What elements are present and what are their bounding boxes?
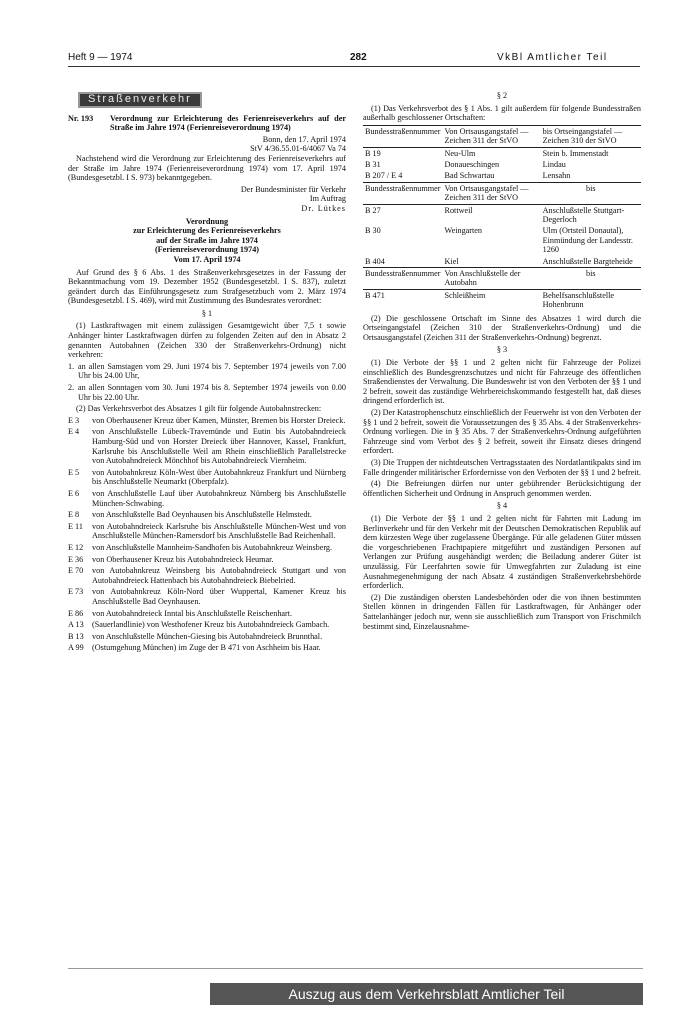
section-1-para-2: (2) Das Verkehrsverbot des Absatzes 1 gilt für folgende Autobahnstrecken: <box>76 404 322 414</box>
ordinance-number: Nr. 193 <box>68 113 94 123</box>
regulation-heading-1: Verordnung <box>185 216 229 226</box>
route-item: E 70 von Autobahnkreuz Weinsberg bis Autobahndreieck Stuttgart und von Autobahndreieck Hattenbach bis Autobahndreieck Biebelried. <box>68 566 346 585</box>
left-column <box>68 92 346 655</box>
route-item: E 4 von Anschlußstelle Lübeck-Travemünde und Eutin bis Autobahndreieck Hamburg-Süd und von Horster Dreieck über Hannover, Kassel, Frankfurt, Karlsruhe bis Anschlußstelle Weil am Rhein einschließlich Parallelstrecke von Autobahndreieck Mönchhof bis Autobahndreieck Viernheim. <box>68 427 346 466</box>
reference-number: StV 4/36.55.01-6/4067 Va 74 <box>250 144 346 154</box>
issue-date: Bonn, den 17. April 1974 <box>262 134 346 144</box>
time-list-item: 2. an allen Sonntagen vom 30. Juni 1974 bis 8. September 1974 jeweils von 0.00 Uhr bis 22.00 Uhr. <box>68 383 346 402</box>
table-row: B 27 Rottweil Anschlußstelle Stuttgart-Degerloch <box>365 205 625 225</box>
table-header-row: Bundesstraßennummer Von Anschlußstelle der Autobahn bis <box>363 268 641 290</box>
table-row: B 471 Schleißheim Behelfsanschlußstelle Hohenbrunn <box>365 290 615 310</box>
table-row: B 31 Donaueschingen Lindau <box>365 160 566 169</box>
route-item: E 86 von Autobahndreieck Inntal bis Anschlußstelle Reischenhart. <box>68 608 293 618</box>
section-4-para-2: (2) Die zuständigen obersten Landesbehörden oder die von ihnen bestimmten Stellen können in dringenden Fällen für Lastkraftwagen, für Anhänger oder Sattelanhänger jedoch nur, wenn sie ausschließlich zum Transport von Frischmilch bestimmt sind, Einzelausnahme- <box>363 592 641 631</box>
route-item: E 73 von Autobahnkreuz Köln-Nord über Wuppertal, Kamener Kreuz bis Anschlußstelle Bad Oeynhausen. <box>68 587 346 606</box>
route-item: E 5 von Autobahnkreuz Köln-West über Autobahnkreuz Frankfurt und Nürnberg bis Anschlußstelle Neumarkt (Oberpfalz). <box>68 467 346 487</box>
signer: Dr. Lütkes <box>301 203 346 213</box>
header-rule <box>68 66 640 67</box>
section-1-para-1: (1) Lastkraftwagen mit einem zulässigen Gesamtgewicht über 7,5 t sowie Anhänger hinter Lastkraftwagen dürfen zu folgenden Zeiten auf den in Absatz 2 genannten Autobahnen (Zeichen 330 der Straßenverkehrs-Ordnung) nicht verkehren: <box>68 321 346 360</box>
regulation-heading-3: auf der Straße im Jahre 1974 <box>156 235 258 245</box>
footer-banner: Auszug aus dem Verkehrsblatt Amtlicher Teil <box>210 983 643 1005</box>
on-behalf: Im Auftrag <box>309 194 346 204</box>
route-item: A 99 (Ostumgehung München) im Zuge der B 471 von Aschheim bis Haar. <box>68 643 321 653</box>
table-row: B 207 / E 4 Bad Schwartau Lensahn <box>365 171 571 181</box>
table-row: B 30 Weingarten Ulm (Ortsteil Donautal), Einmündung der Landesstr. 1260 <box>365 226 633 255</box>
section-4-heading: § 4 <box>496 501 508 511</box>
footer-rule <box>68 968 643 969</box>
section-2-para-2: (2) Die geschlossene Ortschaft im Sinne des Absatzes 1 wird durch die Ortseingangstafel (Zeichen 310 der Straßenverkehrs-Ordnung) und die Ortsausgangstafel (Zeichen 311 der Straßenverkehrs-Ordnung) begrenzt. <box>363 313 641 342</box>
route-item: E 36 von Oberhausener Kreuz bis Autobahndreieck Heumar. <box>68 554 274 564</box>
journal-title: VkBl Amtlicher Teil <box>497 52 608 63</box>
road-table <box>363 125 641 311</box>
section-3-para-4: (4) Die Befreiungen dürfen nur unter gebührender Berücksichtigung der öffentlichen Sicherheit und Ordnung in Anspruch genommen werden. <box>363 479 641 498</box>
route-list <box>68 416 346 653</box>
regulation-heading-2: zur Erleichterung des Ferienreiseverkehrs <box>133 226 281 236</box>
issue-label: Heft 9 — 1974 <box>68 52 133 63</box>
ordinance-heading <box>68 114 346 133</box>
regulation-date: Vom 17. April 1974 <box>173 254 241 264</box>
minister: Der Bundesminister für Verkehr <box>240 184 346 194</box>
table-row: B 404 Kiel Anschlußstelle Bargteheide <box>365 256 633 266</box>
page-number: 282 <box>350 52 367 63</box>
table-row: B 19 Neu-Ulm Stein b. Immenstadt <box>365 148 609 158</box>
right-column <box>363 88 641 633</box>
time-list <box>68 362 346 402</box>
preamble: Auf Grund des § 6 Abs. 1 des Straßenverkehrsgesetzes in der Fassung der Bekanntmachung vom 19. Dezember 1952 (Bundesgesetzbl. I S. 837), zuletzt geändert durch das Einführungsgesetz zum Strafgesetzbuch vom 2. März 1974 (Bundesgesetzbl. I S. 469), wird mit Zustimmung des Bundesrates verordnet: <box>68 267 346 306</box>
section-4-para-1: (1) Die Verbote der §§ 1 und 2 gelten nicht für Fahrten mit Ladung im Berlinverkehr und für den Verkehr mit der Deutschen Demokratischen Republik auf dem kürzesten Wege über zugelassene Übergänge. Für alle geladenen Güter müssen die vorgeschriebenen Frachtpapiere mitgeführt und zuständigen Personen auf Verlangen zur Prüfung ausgehändigt werden; die Beiladung anderer Güter ist unzulässig. Für Leerfahrten sowie für Umwegfahrten zur Zuladung ist eine Ausnahmegenehmigung der nach Absatz 4 zuständigen Straßenverkehrsbehörde erforderlich. <box>363 513 641 591</box>
section-1-heading: § 1 <box>201 308 213 318</box>
route-item: E 12 von Anschlußstelle Mannheim-Sandhofen bis Autobahnkreuz Weinsberg. <box>68 542 333 552</box>
route-item: E 3 von Oberhausener Kreuz über Kamen, Münster, Bremen bis Horster Dreieck. <box>68 415 346 425</box>
section-3-para-1: (1) Die Verbote der §§ 1 und 2 gelten nicht für Fahrzeuge der Polizei einschließlich des Bundesgrenzschutzes und nicht für Fahrzeuge des öffentlichen Straßendienstes der Verwaltung. Die Bundeswehr ist von den Verboten der §§ 1 und 2 befreit, soweit das zuständige Wehrbereichskommando festgestellt hat, daß dieses dringend erforderlich ist. <box>363 358 641 406</box>
ordinance-title: Verordnung zur Erleichterung des Ferienreiseverkehrs auf der Straße im Jahre 1974 (Ferienreiseverordnung 1974) <box>110 113 346 133</box>
section-3-heading: § 3 <box>496 345 508 355</box>
route-item: E 6 von Anschlußstelle Lauf über Autobahnkreuz Nürnberg bis Anschlußstelle München-Schwabing. <box>68 488 346 508</box>
regulation-heading-4: (Ferienreiseverordnung 1974) <box>154 245 260 255</box>
intro-text: Nachstehend wird die Verordnung zur Erleichterung des Ferienreiseverkehrs auf der Straße im Jahre 1974 (Ferienreiseverordnung 1974) vom 17. April 1974 (Bundesgesetzbl. I S. 973) bekanntgegeben. <box>68 153 346 183</box>
table-header-row: Bundesstraßennummer Von Ortsausgangstafel — Zeichen 311 der StVO bis <box>363 182 641 204</box>
table-header-row: Bundesstraßennummer Von Ortsausgangstafel — Zeichen 311 der StVO bis Ortseingangstafel — Zeichen 310 der StVO <box>363 125 641 147</box>
section-2-heading: § 2 <box>496 91 508 100</box>
route-item: E 11 von Autobahndreieck Karlsruhe bis Anschlußstelle München-West und von Anschlußstelle München-Ramersdorf bis Anschlußstelle Bad Reichenhall. <box>68 521 346 541</box>
route-item: A 13 (Sauerlandlinie) von Westhofener Kreuz bis Autobahndreieck Gambach. <box>68 620 330 630</box>
section-3-para-3: (3) Die Truppen der nichtdeutschen Vertragsstaaten des Nordatlantikpakts sind im Falle dringender militärischer Erfordernisse von den Verboten der §§ 1 und 2 befreit. <box>363 458 641 477</box>
section-banner: Straßenverkehr <box>78 92 202 108</box>
route-item: E 8 von Anschlußstelle Bad Oeynhausen bis Anschlußstelle Helmstedt. <box>68 510 312 520</box>
section-3-para-2: (2) Der Katastrophenschutz einschließlich der Feuerwehr ist von den Verboten der §§ 1 und 2 befreit, soweit die Voraussetzungen des § 35 Abs. 4 der Straßenverkehrs-Ordnung vorliegen. Die in § 35 Abs. 7 der Straßenverkehrs-Ordnung aufgeführten Fahrzeuge sind vom Verbot des § 2 befreit, soweit ihr Einsatz dieses dringend erfordert. <box>363 408 641 456</box>
time-list-item: 1. an allen Samstagen vom 29. Juni 1974 bis 7. September 1974 jeweils von 7.00 Uhr bis 24.00 Uhr, <box>68 361 346 381</box>
section-2-para-1: (1) Das Verkehrsverbot des § 1 Abs. 1 gilt außerdem für folgende Bundesstraßen außerhalb geschlossener Ortschaften: <box>363 103 641 123</box>
route-item: B 13 von Anschlußstelle München-Giesing bis Autobahndreieck Brunnthal. <box>68 631 323 641</box>
